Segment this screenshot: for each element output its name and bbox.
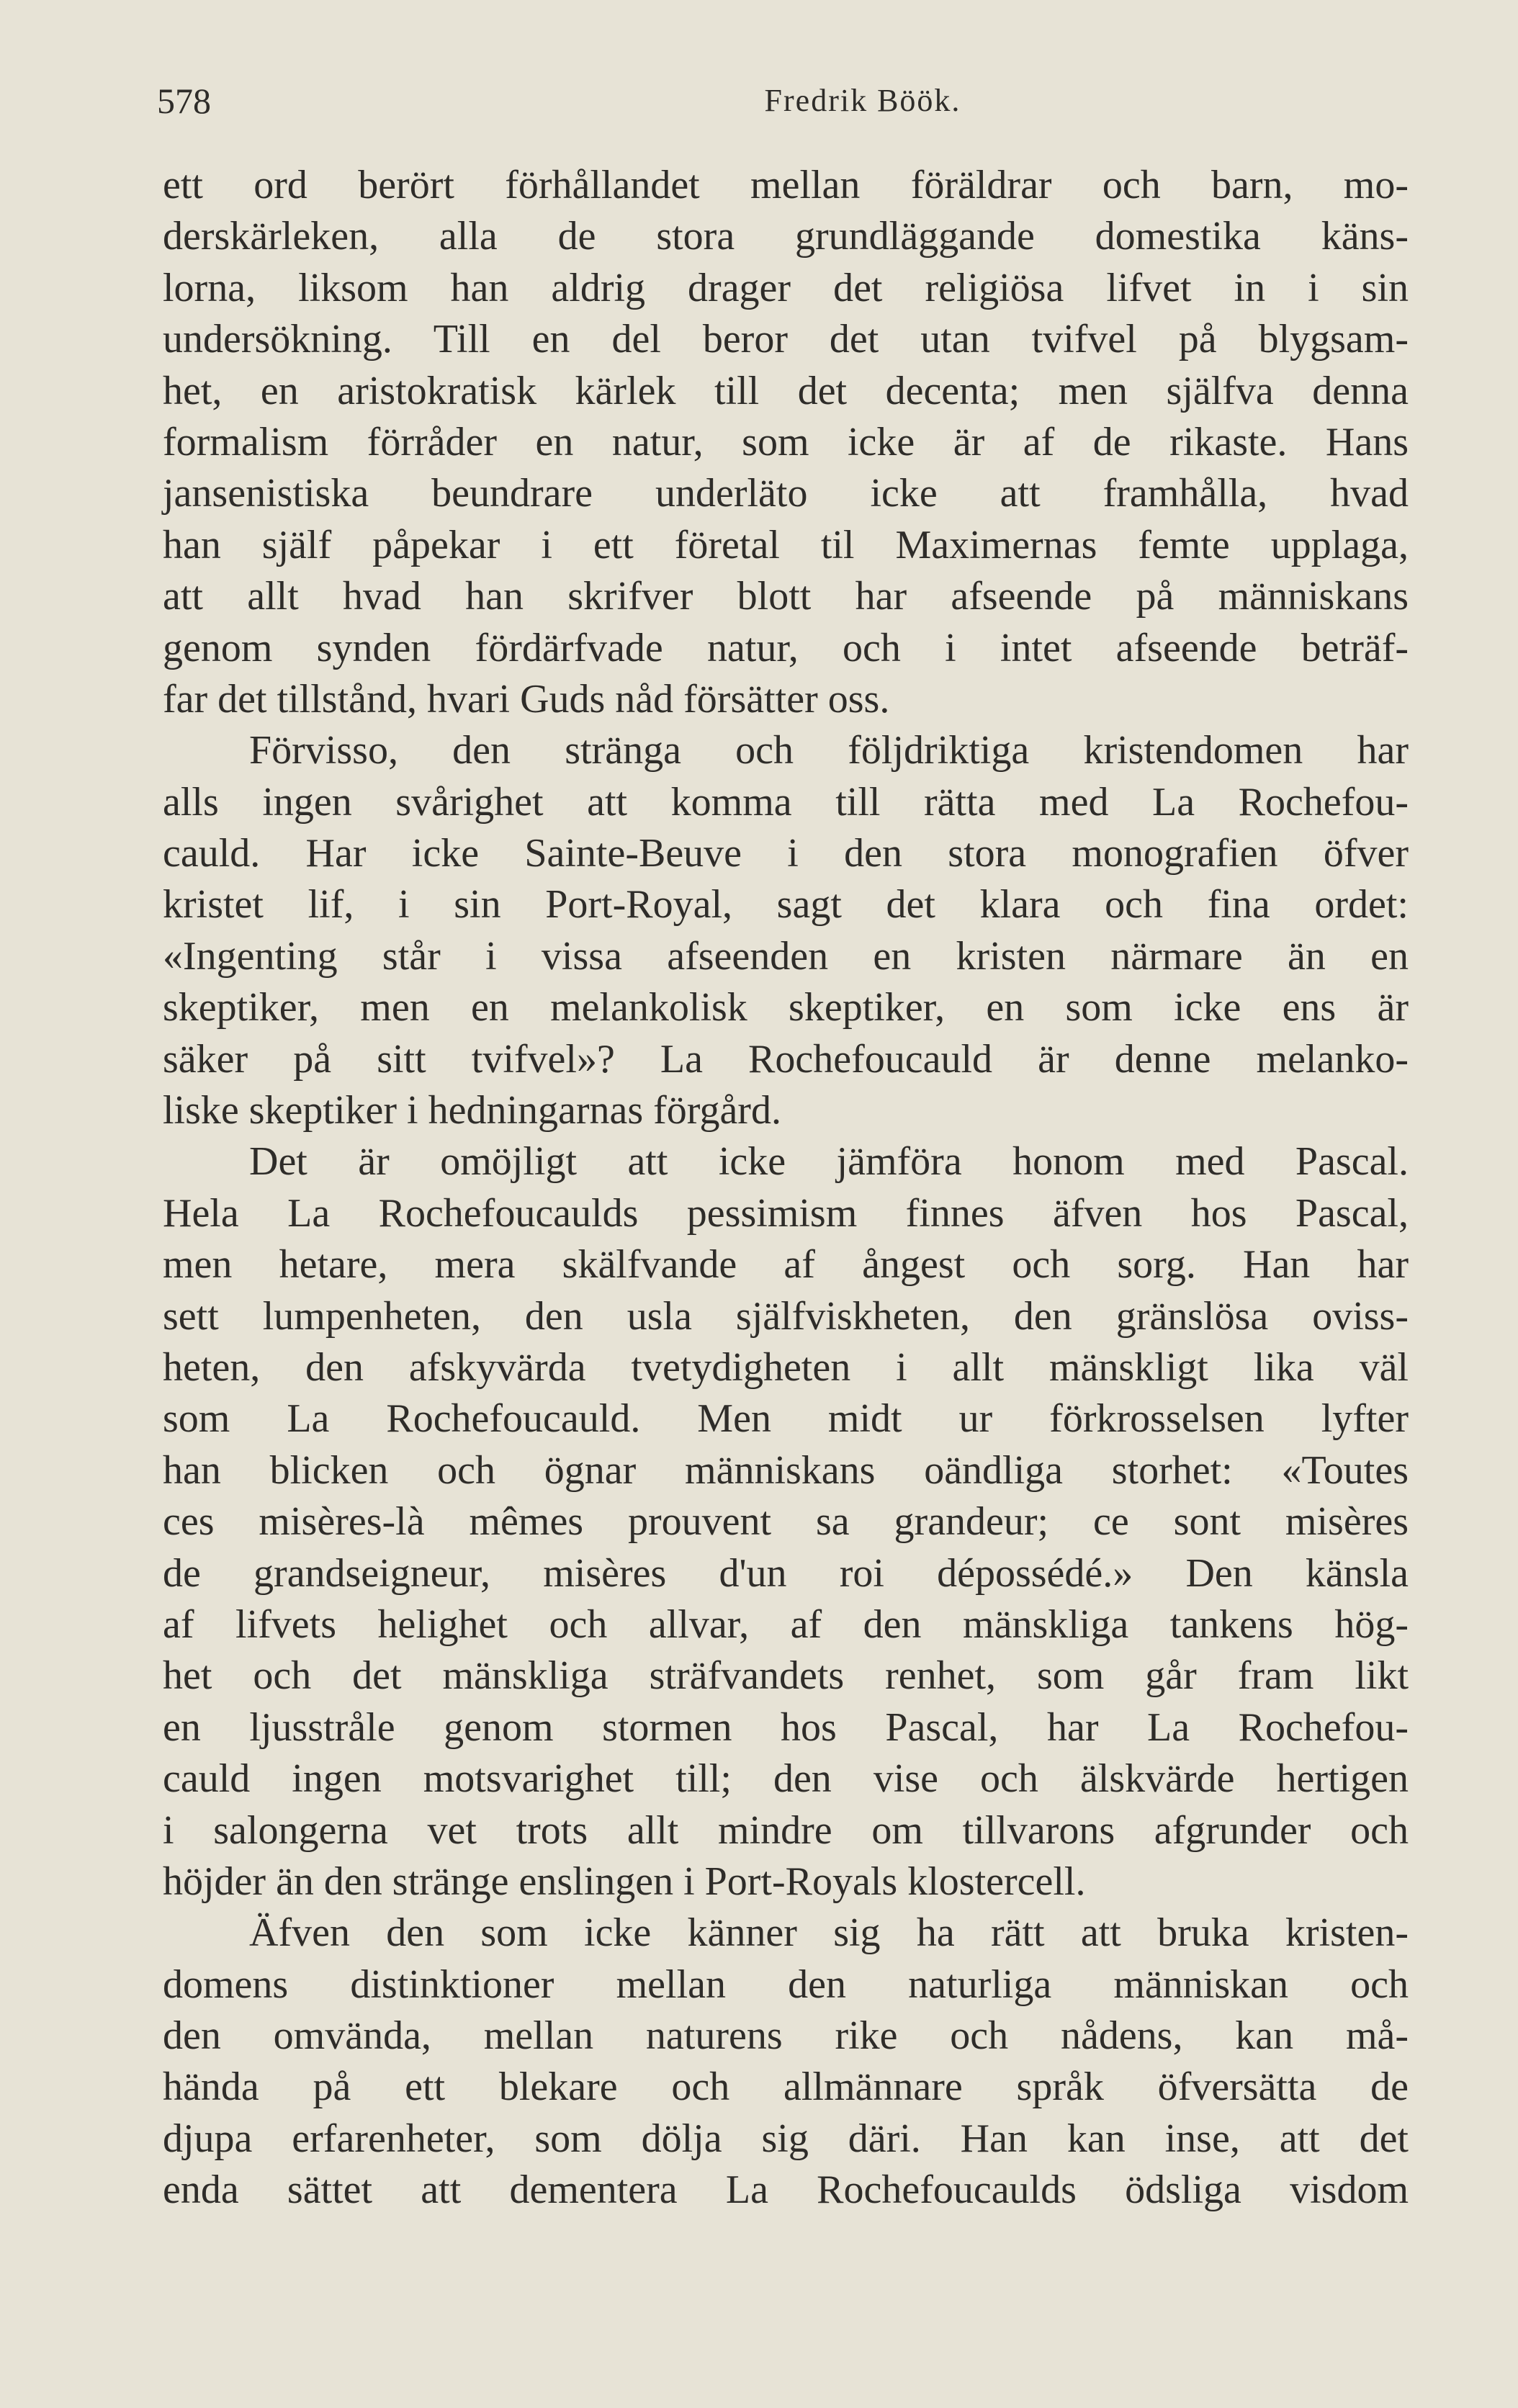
text-line: undersökning. Till en del beror det utan tvifvel på blygsam- <box>163 317 1409 362</box>
text-line: alls ingen svårighet att komma till rätta med La Rochefou- <box>163 779 1409 825</box>
text-line: cauld ingen motsvarighet till; den vise och älskvärde hertigen <box>163 1756 1409 1802</box>
text-line: sett lumpenheten, den usla själfviskheten, den gränslösa oviss- <box>163 1293 1409 1339</box>
text-line: het och det mänskliga sträfvandets renhet, som går fram likt <box>163 1653 1409 1699</box>
text-line: säker på sitt tvifvel»? La Rochefoucauld är denne melanko- <box>163 1036 1409 1082</box>
text-line: formalism förråder en natur, som icke är af de rikaste. Hans <box>163 419 1409 464</box>
text-line: genom synden fördärfvade natur, och i intet afseende beträf- <box>163 625 1409 670</box>
text-line: derskärleken, alla de stora grundläggande domestika käns- <box>163 214 1409 259</box>
text-line: men hetare, mera skälfvande af ångest och sorg. Han har <box>163 1242 1409 1288</box>
text-line: kristet lif, i sin Port-Royal, sagt det klara och fina ordet: <box>163 882 1409 927</box>
text-line: cauld. Har icke Sainte-Beuve i den stora monografien öfver <box>163 831 1409 876</box>
text-line: som La Rochefoucauld. Men midt ur förkrosselsen lyfter <box>163 1396 1409 1442</box>
running-head: Fredrik Böök. <box>764 83 961 118</box>
body-text <box>163 160 1409 2216</box>
page-number: 578 <box>157 81 211 121</box>
text-line: enda sättet att dementera La Rochefoucaulds ödsliga visdom <box>163 2167 1409 2213</box>
text-line: Det är omöjligt att icke jämföra honom med Pascal. <box>249 1139 1409 1185</box>
text-line: lorna, liksom han aldrig drager det religiösa lifvet in i sin <box>163 265 1409 310</box>
text-line: ett ord berört förhållandet mellan föräldrar och barn, mo- <box>163 163 1409 207</box>
text-line: Hela La Rochefoucaulds pessimism finnes äfven hos Pascal, <box>163 1190 1409 1236</box>
text-line: jansenistiska beundrare underläto icke att framhålla, hvad <box>163 471 1409 516</box>
text-line: i salongerna vet trots allt mindre om tillvarons afgrunder och <box>163 1807 1409 1853</box>
text-line: han själf påpekar i ett företal til Maximernas femte upplaga, <box>163 522 1409 567</box>
text-line: hända på ett blekare och allmännare språk öfversätta de <box>163 2065 1409 2110</box>
text-line: «Ingenting står i vissa afseenden en kristen närmare än en <box>163 933 1409 979</box>
text-line: de grandseigneur, misères d'un roi dépossédé.» Den känsla <box>163 1550 1409 1596</box>
text-line: het, en aristokratisk kärlek till det decenta; men själfva denna <box>163 368 1409 413</box>
text-line: en ljusstråle genom stormen hos Pascal, har La Rochefou- <box>163 1704 1409 1750</box>
text-line: höjder än den stränge enslingen i Port-Royals klostercell. <box>163 1859 1086 1904</box>
text-line: domens distinktioner mellan den naturliga människan och <box>163 1962 1409 2007</box>
text-line: liske skeptiker i hedningarnas förgård. <box>163 1088 781 1133</box>
text-line: den omvända, mellan naturens rike och nådens, kan må- <box>163 2013 1409 2059</box>
text-line: Äfven den som icke känner sig ha rätt att bruka kristen- <box>249 1910 1409 1956</box>
text-line: heten, den afskyvärda tvetydigheten i allt mänskligt lika väl <box>163 1344 1409 1390</box>
page-header <box>157 72 1417 130</box>
text-line: han blicken och ögnar människans oändliga storhet: «Toutes <box>163 1447 1409 1493</box>
text-line: Förvisso, den stränga och följdriktiga kristendomen har <box>249 728 1409 773</box>
text-line: att allt hvad han skrifver blott har afseende på människans <box>163 574 1409 619</box>
text-line: af lifvets helighet och allvar, af den mänskliga tankens hög- <box>163 1601 1409 1647</box>
text-line: skeptiker, men en melankolisk skeptiker, en som icke ens är <box>163 985 1409 1030</box>
text-line: far det tillstånd, hvari Guds nåd försätter oss. <box>163 676 890 722</box>
text-line: djupa erfarenheter, som dölja sig däri. Han kan inse, att det <box>163 2116 1409 2161</box>
text-line: ces misères-là mêmes prouvent sa grandeur; ce sont misères <box>163 1499 1409 1545</box>
